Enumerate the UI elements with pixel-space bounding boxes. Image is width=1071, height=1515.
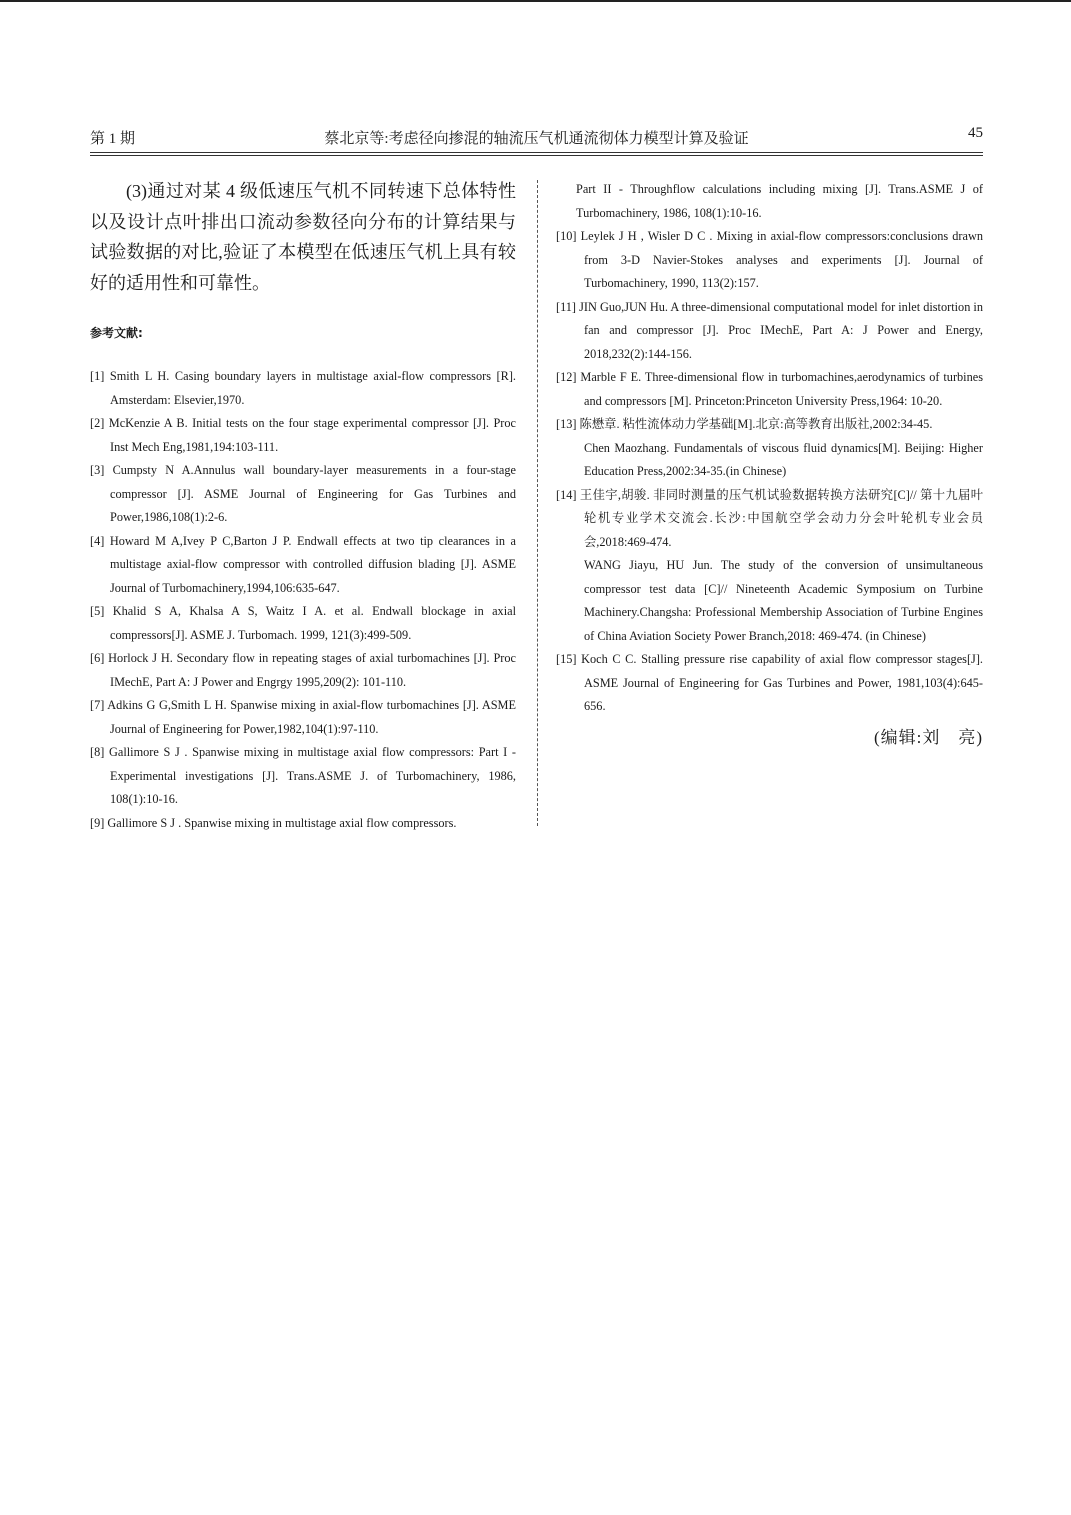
reference-item: [13] 陈懋章. 粘性流体动力学基础[M].北京:高等教育出版社,2002:34-45. [556, 417, 933, 431]
reference-item: [6] Horlock J H. Secondary flow in repeating stages of axial turbomachines [J]. Proc IMechE, Part A: J Power and Engrgy 1995,209(2): 101-110. [90, 651, 516, 689]
header-rule [90, 152, 983, 153]
reference-item: [4] Howard M A,Ivey P C,Barton J P. Endwall effects at two tip clearances in a multistage axial-flow compressor with controlled diffusion blading [J]. ASME Journal of Turbomachinery,1994,106:635-647. [90, 533, 516, 595]
reference-item: [11] JIN Guo,JUN Hu. A three-dimensional computational model for inlet distortion in fan and compressor [J]. Proc IMechE, Part A: J Power and Energy, 2018,232(2):144-156. [556, 299, 983, 361]
reference-item: [9] Gallimore S J . Spanwise mixing in multistage axial flow compressors. [90, 815, 457, 830]
top-border-rule [0, 0, 1071, 2]
column-divider [537, 180, 538, 826]
reference-item: [15] Koch C C. Stalling pressure rise capability of axial flow compressor stages[J]. ASME Journal of Engineering for Gas Turbines and Power, 1981,103(4):645-656. [556, 652, 983, 713]
header-rule-secondary [90, 155, 983, 156]
page-number: 45 [968, 125, 983, 141]
reference-translation: WANG Jiayu, HU Jun. The study of the conversion of unsimultaneous compressor test data [C]// Nineteenth Academic Symposium on Turbine Machinery.Changsha: Professional Membership Association of Turbine Engines of China Aviation Society Power Branch,2018: 469-474. (in Chinese) [584, 558, 983, 643]
conclusion-paragraph: (3)通过对某 4 级低速压气机不同转速下总体特性以及设计点叶排出口流动参数径向分布的计算结果与试验数据的对比,验证了本模型在低速压气机上具有较好的适用性和可靠性。 [90, 181, 516, 293]
reference-item: [10] Leylek J H , Wisler D C . Mixing in axial-flow compressors:conclusions drawn from 3-D Navier-Stokes analyses and experiments [J]. Journal of Turbomachinery, 1990, 113(2):157. [556, 229, 983, 290]
reference-item: [7] Adkins G G,Smith L H. Spanwise mixing in axial-flow turbomachines [J]. ASME Journal of Engineering for Power,1982,104(1):97-110. [90, 698, 516, 736]
right-column [556, 178, 983, 748]
issue-number: 第 1 期 [90, 131, 136, 147]
reference-continuation: Part II - Throughflow calculations including mixing [J]. Trans.ASME J of Turbomachinery, 1986, 108(1):10-16. [576, 182, 983, 220]
reference-item: [14] 王佳宇,胡骏. 非同时测量的压气机试验数据转换方法研究[C]// 第十九届叶轮机专业学术交流会.长沙:中国航空学会动力分会叶轮机专业会员会,2018:469-474. [556, 487, 983, 549]
running-header [90, 125, 983, 153]
reference-item: [5] Khalid S A, Khalsa A S, Waitz I A. et al. Endwall blockage in axial compressors[J]. ASME J. Turbomach. 1999, 121(3):499-509. [90, 604, 516, 642]
reference-item: [3] Cumpsty N A.Annulus wall boundary-layer measurements in a four-stage compressor [J]. ASME Journal of Engineering for Gas Turbines and Power,1986,108(1):2-6. [90, 463, 516, 524]
running-title: 蔡北京等:考虑径向掺混的轴流压气机通流彻体力模型计算及验证 [324, 131, 749, 147]
reference-item: [12] Marble F E. Three-dimensional flow in turbomachines,aerodynamics of turbines and compressors [M]. Princeton:Princeton University Press,1964: 10-20. [556, 370, 983, 408]
reference-item: [8] Gallimore S J . Spanwise mixing in multistage axial flow compressors: Part I -Experimental investigations [J]. Trans.ASME J. of Turbomachinery, 1986, 108(1):10-16. [90, 745, 516, 806]
left-column [90, 176, 516, 835]
references-heading: 参考文献: [90, 326, 143, 340]
reference-item: [1] Smith L H. Casing boundary layers in multistage axial-flow compressors [R]. Amsterdam: Elsevier,1970. [90, 369, 516, 407]
reference-item: [2] McKenzie A B. Initial tests on the four stage experimental compressor [J]. Proc Inst Mech Eng,1981,194:103-111. [90, 416, 516, 454]
editor-credit: (编辑:刘 亮) [873, 727, 983, 747]
reference-translation: Chen Maozhang. Fundamentals of viscous fluid dynamics[M]. Beijing: Higher Education Press,2002:34-35.(in Chinese) [584, 440, 983, 478]
